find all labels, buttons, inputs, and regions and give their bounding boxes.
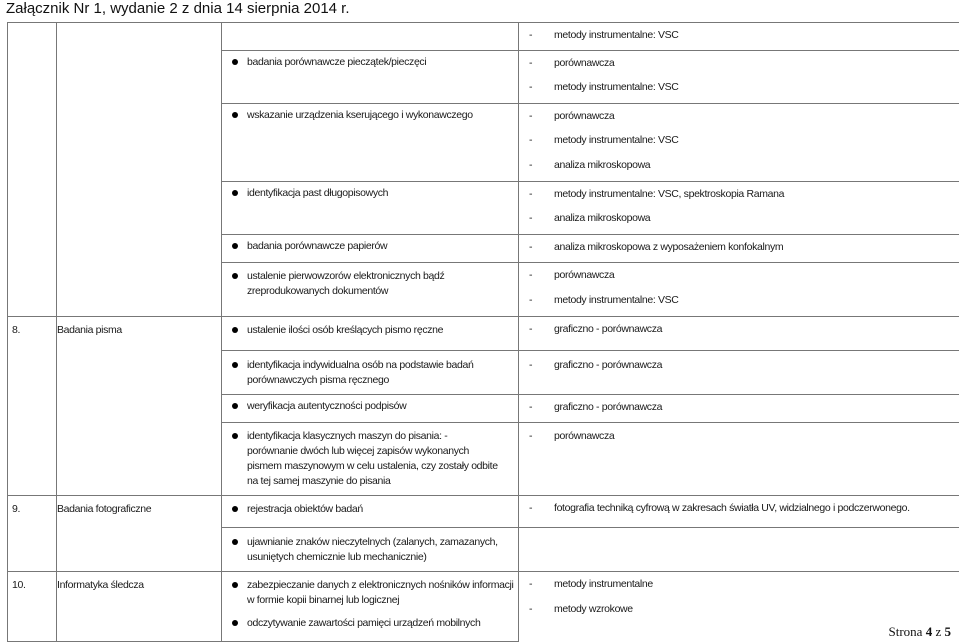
- bullet-icon: [232, 190, 238, 196]
- section-title: Badania pisma: [57, 317, 221, 338]
- section-area-cell: [57, 23, 222, 51]
- section-title: Badania fotograficzne: [57, 496, 221, 517]
- task-text: wskazanie urządzenia kserującego i wykonawczego: [247, 109, 473, 121]
- page-footer: Strona 4 z 5: [889, 624, 951, 640]
- task-text: identyfikacja klasycznych maszyn do pisania: - porównanie dwóch lub więcej zapisów wykonanych pismem maszynowym w celu ustalenia, czy zostały odbite na tej samej maszynie do pisania: [247, 430, 498, 487]
- table-row: [8, 263, 959, 316]
- section-number: 10.: [12, 572, 56, 593]
- bullet-icon: [232, 243, 238, 249]
- bullet-icon: [232, 327, 238, 333]
- bullet-icon: [232, 273, 238, 279]
- bullet-icon: [232, 433, 238, 439]
- table-row: [8, 23, 959, 51]
- bullet-icon: [232, 59, 238, 65]
- method-line: - analiza mikroskopowa: [529, 206, 955, 231]
- task-text: identyfikacja past długopisowych: [247, 187, 388, 199]
- method-line: - metody instrumentalne: [529, 572, 955, 597]
- table-row: [8, 423, 959, 496]
- section-number: 8.: [12, 317, 56, 338]
- task-text: ujawnianie znaków nieczytelnych (zalanych, zamazanych, usuniętych chemicznie lub mechanicznie): [247, 536, 498, 563]
- section-number-cell: [8, 23, 57, 51]
- document-header: Załącznik Nr 1, wydanie 2 z dnia 14 sierpnia 2014 r.: [6, 0, 350, 17]
- bullet-icon: [232, 620, 238, 626]
- task-text: badania porównawcze pieczątek/pieczęci: [247, 56, 426, 68]
- table-row: [8, 316, 959, 350]
- table-row: [8, 572, 959, 613]
- method-line: - graficzno - porównawcza: [529, 317, 955, 342]
- method-line: - metody instrumentalne: VSC: [529, 23, 955, 48]
- method-line: - fotografia techniką cyfrową w zakresach światła UV, widzialnego i podczerwonego.: [529, 496, 955, 521]
- table-row: [8, 103, 959, 181]
- task-text: rejestracja obiektów badań: [247, 503, 363, 515]
- section-title: Informatyka śledcza: [57, 572, 221, 593]
- method-line: - metody wzrokowe: [529, 597, 955, 622]
- method-line: - porównawcza: [529, 424, 955, 449]
- bullet-icon: [232, 506, 238, 512]
- task-text: odczytywanie zawartości pamięci urządzeń mobilnych: [247, 617, 480, 629]
- method-line: - porównawcza: [529, 51, 955, 76]
- task-text: ustalenie ilości osób kreślących pismo ręczne: [247, 324, 443, 336]
- method-line: - graficzno - porównawcza: [529, 395, 955, 420]
- method-line: - metody instrumentalne: VSC: [529, 128, 955, 153]
- method-line: - analiza mikroskopowa: [529, 153, 955, 178]
- task-text: badania porównawcze papierów: [247, 240, 387, 252]
- method-line: - metody instrumentalne: VSC: [529, 75, 955, 100]
- table-row: [8, 234, 959, 263]
- bullet-icon: [232, 112, 238, 118]
- task-text: zabezpieczanie danych z elektronicznych nośników informacji w formie kopii binarnej lub logicznej: [247, 579, 514, 606]
- table-row: [8, 528, 959, 572]
- method-line: - metody instrumentalne: VSC: [529, 288, 955, 313]
- bullet-icon: [232, 539, 238, 545]
- bullet-icon: [232, 403, 238, 409]
- table-row: [8, 50, 959, 103]
- method-line: - porównawcza: [529, 104, 955, 129]
- section-number: 9.: [12, 496, 56, 517]
- bullet-icon: [232, 582, 238, 588]
- methods-table: [7, 22, 959, 642]
- table-row: [8, 350, 959, 394]
- task-text: ustalenie pierwowzorów elektronicznych bądź zreprodukowanych dokumentów: [247, 270, 444, 297]
- method-line: - graficzno - porównawcza: [529, 353, 955, 378]
- table-row: [8, 394, 959, 423]
- table-row: [8, 181, 959, 234]
- method-line: - analiza mikroskopowa z wyposażeniem konfokalnym: [529, 235, 955, 260]
- task-text: identyfikacja indywidualna osób na podstawie badań porównawczych pisma ręcznego: [247, 359, 474, 386]
- bullet-icon: [232, 362, 238, 368]
- task-cell: [222, 23, 519, 51]
- method-line: - porównawcza: [529, 263, 955, 288]
- methods-cell: [519, 23, 959, 51]
- method-line: - metody instrumentalne: VSC, spektroskopia Ramana: [529, 182, 955, 207]
- task-text: weryfikacja autentyczności podpisów: [247, 400, 406, 412]
- table-row: [8, 496, 959, 528]
